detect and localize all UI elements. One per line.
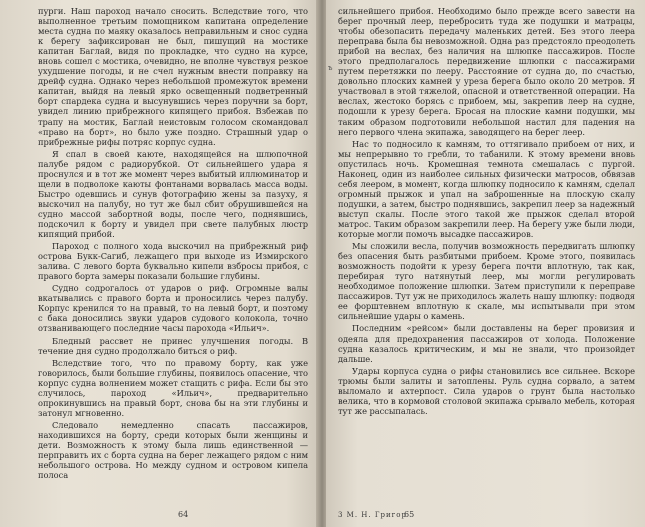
paragraph: Нас то подносило к камням, то оттягивало прибоем от них, и мы непрерывно то гребли, то табанили. К этому времени вновь опустилась ночь. Кромешная темнота смешалась с пургой. Наконец, один из наиболее сильных физически матросов, обвязав себя леером, в момент, когда шлюпку подносило к камням, сделал огромный прыжок и упал на заброшенные на плоскую скалу подушки, а затем, быстро поднявшись, закрепил леер за надежный выступ скалы. После этого такой же прыжок сделал второй матрос. Таким образом закрепили леер. На берегу уже были люди, которые могли помочь высадке пассажиров. <box>338 138 635 240</box>
right-page-text <box>338 6 635 416</box>
page-number: 65 <box>404 510 415 519</box>
paragraph: Вследствие того, что по правому борту, как уже говорилось, были большие глубины, появилось опасение, что корпус судна волнением может стащить с рифа. Если бы это случилось, пароход «Ильич», предварительно опрокинувшись на правый борт, снова бы на эти глубины и затонул мгновенно. <box>38 357 308 418</box>
paragraph: сильнейшего прибоя. Необходимо было прежде всего завести на берег прочный леер, перебросить туда же подушки и матрацы, чтобы обезопасить передачу маленьких детей. Без этого леера переправа была бы невозможной. Одна раз предстояло преодолеть прибой на веслах, без наличия на шлюпке пассажиров. После этого предполагалось передвижение шлюпки с пассажирами путем перетяжки по лееру. Расстояние от судна до, по счастью, довольно плоских камней у уреза берега было около 20 метров. Я участвовал в этой тяжелой, опасной и ответственной операции. На веслах, жестоко борясь с прибоем, мы, закрепив леер на судне, подошли к урезу берега. Бросая на плоские камни подушки, мы таким образом подготовили небольшой настил для падения на него первого члена экипажа, заводящего на берег леер. <box>338 6 635 137</box>
paragraph: Бледный рассвет не принес улучшения погоды. В течение дня судно продолжало биться о риф. <box>38 335 308 356</box>
signature-mark: 3 М. Н. Григор <box>338 511 407 519</box>
paragraph: Следовало немедленно спасать пассажиров, находившихся на борту, среди которых были женщины и дети. Возможность к этому была лишь единственной — перправить их с борта судна на берег лежащего рядом с ним небольшого острова. Но между судном и островом кипела полоса <box>38 419 308 481</box>
page-number: 64 <box>178 510 189 519</box>
paragraph: Я спал в своей каюте, находящейся на шлюпочной палубе рядом с радиорубкой. От сильнейшего удара я проснулся и в тот же момент через выбитый иллюминатор и щели в подволоке каюты фонтанами ворвалась масса воды. Быстро одевшись и сунув фотографию жены за пазуху, я выскочил на палубу, но тут же был сбит обрушившейся на судно массой забортной воды, после чего, поднявшись, подскочил к борту и увидел при свете палубных люстр кипящий прибой. <box>38 148 308 240</box>
paragraph: пурги. Наш пароход начало сносить. Вследствие того, что выполненное третьим помощником капитана определение места судна по маяку оказалось неправильным и снос судна к берегу зафиксирован не был, пишущий на мостике капитан Баглай, видя по прокладке, что судно на курсе, вновь сошел с мостика, очевидно, не вполне чувствуя резкое ухудшение погоды, и не счел нужным внести поправку на дрейф судна. Однако через небольшой промежуток времени капитан, выйдя на левый ярко освещенный подветренный борт спардека судна и высунувшись через поручни за борт, увидел линию прибрежного кипящего прибоя. Взбежав по трапу на мостик, Баглай неистовым голосом скомандовал «право на борт», но было уже поздно. Страшный удар о прибрежные рифы потряс корпус судна. <box>38 6 308 147</box>
paragraph: Пароход с полного хода выскочил на прибрежный риф острова Букк-Сагиб, лежащего при выходе из Измирского залива. С левого борта буквально кипели взбросы прибоя, с правого борта замеры показали большие глубины. <box>38 241 308 282</box>
paragraph: Последним «рейсом» были доставлены на берег провизия и одеяла для предохранения пассажиров от холода. Положение судна казалось критическим, и мы не знали, что произойдет дальше. <box>338 323 635 364</box>
paragraph: Судно содрогалось от ударов о риф. Огромные валы вкатывались с правого борта и проносились через палубу. Корпус кренился то на правый, то на левый борт, и поэтому с бака доносились звуки ударов судового колокола, точно отзванивающего последние часы парохода «Ильич». <box>38 283 308 334</box>
paragraph: Мы сложили весла, получив возможность передвигать шлюпку без опасения быть разбитыми прибоем. Кроме этого, появилась возможность подойти к урезу берега почти вплотную, так как, перебирая туго натянутый леер, мы могли регулировать необходимое положение шлюпки. Затем приступили к переправе пассажиров. Тут уж не приходилось жалеть нашу шлюпку: подводя ее форштевнем вплотную к скале, мы испытывали при этом сильнейшие удары о камень. <box>338 241 635 322</box>
paragraph: Удары корпуса судна о рифы становились все сильнее. Вскоре трюмы были залиты и затоплены. Руль судна сорвало, а затем выломало и ахтерпост. Сила ударов о грунт была настолько велика, что в кормовой столовой экипажа срывало мебель, которая тут же рассыпалась. <box>338 365 635 416</box>
left-page <box>0 0 318 527</box>
margin-mark: ъ <box>328 64 333 72</box>
right-page <box>326 0 645 527</box>
left-page-text <box>38 6 308 480</box>
